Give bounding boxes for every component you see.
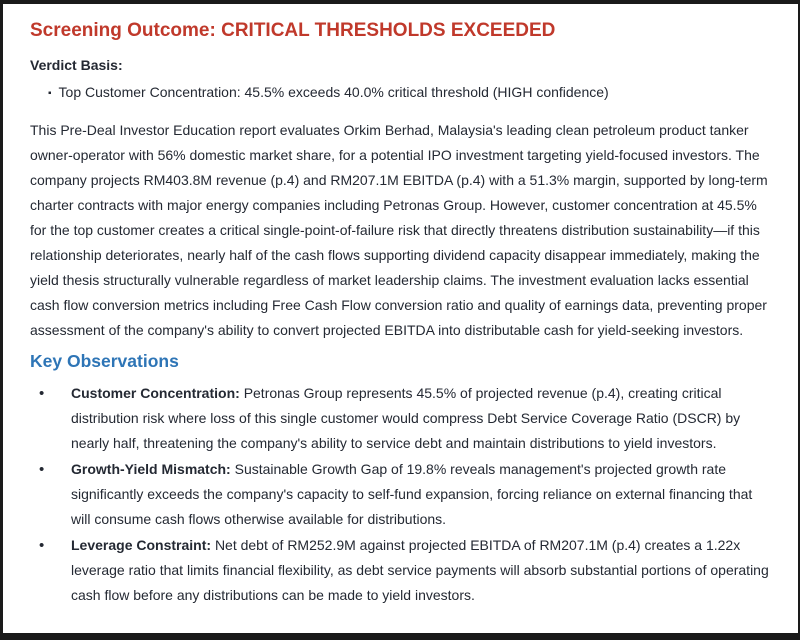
key-observations-list (30, 381, 770, 608)
observation-label: Leverage Constraint: (71, 537, 212, 553)
round-bullet-icon: • (39, 385, 45, 402)
round-bullet-icon: • (39, 461, 45, 478)
square-bullet-icon: ▪ (48, 88, 52, 99)
observation-label: Customer Concentration: (71, 385, 240, 401)
observation-item-leverage-constraint (30, 533, 770, 608)
observation-label: Growth-Yield Mismatch: (71, 461, 231, 477)
observation-text: Petronas Group represents 45.5% of projected revenue (p.4), creating critical distribution risk where loss of this single customer would compress Debt Service Coverage Ratio (DSCR) by nearly half, threatening the company's ability to service debt and maintain distributions to yield investors. (71, 385, 741, 451)
key-observations-heading: Key Observations (30, 351, 179, 371)
round-bullet-icon: • (39, 537, 45, 554)
observation-item-customer-concentration (30, 381, 770, 456)
verdict-basis-text: Top Customer Concentration: 45.5% exceeds 40.0% critical threshold (HIGH confidence) (58, 84, 609, 100)
observation-text: Sustainable Growth Gap of 19.8% reveals management's projected growth rate significantly exceeds the company's capacity to self-fund expansion, forcing reliance on external financing that will consume cash flows otherwise available for distributions. (71, 461, 753, 527)
verdict-basis-item (30, 82, 770, 104)
observation-text: Net debt of RM252.9M against projected EBITDA of RM207.1M (p.4) creates a 1.22x leverage ratio that limits financial flexibility, as debt service payments will absorb substantial portions of operating cash flow before any distributions can be made to yield investors. (71, 537, 769, 603)
screening-outcome-title: Screening Outcome: CRITICAL THRESHOLDS EXCEEDED (30, 20, 556, 41)
observation-item-growth-yield-mismatch (30, 457, 770, 532)
executive-summary-paragraph: This Pre-Deal Investor Education report evaluates Orkim Berhad, Malaysia's leading clean petroleum product tanker owner-operator with 56% domestic market share, for a potential IPO investment targeting yield-focused investors. The company projects RM403.8M revenue (p.4) and RM207.1M EBITDA (p.4) with a 51.3% margin, supported by long-term charter contracts with major energy companies including Petronas Group. However, customer concentration at 45.5% for the top customer creates a critical single-point-of-failure risk that directly threatens distribution sustainability—if this relationship deteriorates, nearly half of the cash flows supporting dividend capacity disappear immediately, making the yield thesis structurally vulnerable regardless of market leadership claims. The investment evaluation lacks essential cash flow conversion metrics including Free Cash Flow conversion ratio and quality of earnings data, preventing proper assessment of the company's ability to convert projected EBITDA into distributable cash for yield-seeking investors. (30, 122, 768, 338)
verdict-basis-heading: Verdict Basis: (30, 57, 123, 73)
